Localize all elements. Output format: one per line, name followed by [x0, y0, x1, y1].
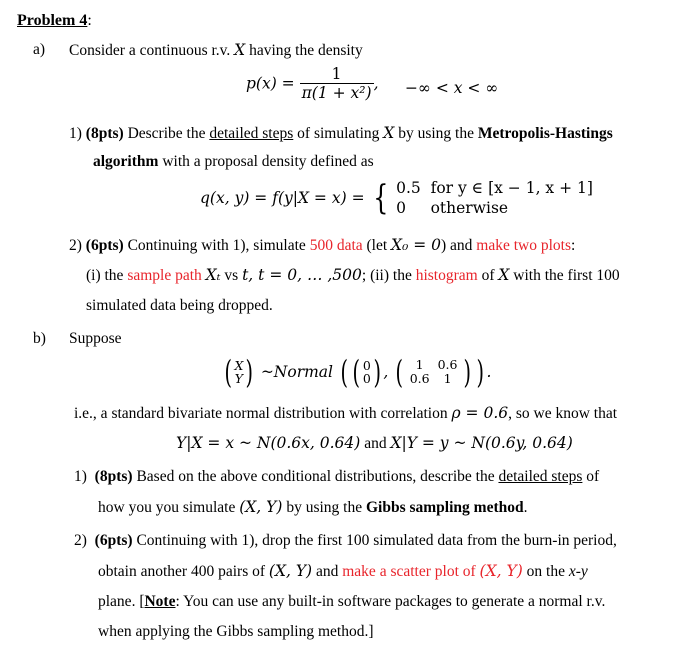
density-range: −∞ < x < ∞	[405, 79, 499, 97]
part-a-q2-line2: (i) the sample path Xₜ vs t, t = 0, … ,500; (ii) the histogram of X with the first 100	[86, 266, 620, 284]
part-a-q2-line3: simulated data being dropped.	[86, 297, 273, 314]
problem-title: Problem 4:	[17, 12, 92, 29]
part-b-suppose: Suppose	[69, 330, 122, 347]
mean-vector: 0 0	[362, 358, 371, 386]
conditional-distributions: Y|X = x ~ N(0.6x, 0.64) and X|Y = y ~ N(0.6y, 0.64)	[176, 434, 573, 452]
part-b-label: b)	[33, 330, 46, 347]
part-b-q2-line3: plane. [Note: You can use any built-in software packages to generate a normal r.v.	[98, 593, 606, 610]
part-b-q2-line2: obtain another 400 pairs of (X, Y) and make a scatter plot of (X, Y) on the x-y	[98, 562, 588, 580]
part-b-q2-line4: when applying the Gibbs sampling method.]	[98, 623, 374, 640]
part-b-ie: i.e., a standard bivariate normal distribution with correlation ρ = 0.6, so we know that	[74, 404, 618, 422]
part-b-q1-line2: how you you simulate (X, Y) by using the Gibbs sampling method.	[98, 498, 528, 516]
bivariate-normal: ( X Y ) ~Normal ( ( 0 0 ) , ( 1 0.6 0.6 1 ) ) .	[224, 353, 492, 391]
problem-title-text: Problem 4	[17, 12, 88, 29]
part-a-q1: 1) (8pts) Describe the detailed steps of simulating X by using the Metropolis-Hastings	[69, 124, 613, 142]
left-brace: {	[372, 178, 388, 218]
xy-vector: X Y	[234, 358, 244, 386]
cases-block: 0.5 for y ∈ [x − 1, x + 1] 0 otherwise	[396, 179, 593, 217]
part-a-q2: 2) (6pts) Continuing with 1), simulate 500 data (let X₀ = 0) and make two plots:	[69, 236, 576, 254]
covariance-matrix: 1 0.6 0.6 1	[409, 357, 458, 386]
density-formula: p(x) = $\frac{1}{\text{π(1 + x²)}}$ ,	[246, 65, 379, 102]
part-a-q1-line2: algorithm with a proposal density defined as	[93, 153, 374, 170]
part-a-intro: Consider a continuous r.v. X having the density	[69, 41, 363, 59]
proposal-density: q(x, y) = f(y|X = x) = { 0.5 for y ∈ [x − 1, x + 1] 0 otherwise	[200, 178, 593, 218]
density-fraction: $\frac{1}{\text{π(1 + x²)}}$	[301, 65, 372, 102]
part-b-q2: 2) (6pts) Continuing with 1), drop the first 100 simulated data from the burn-in period,	[74, 532, 617, 549]
part-a-label: a)	[33, 41, 46, 58]
part-b-q1: 1) (8pts) Based on the above conditional distributions, describe the detailed steps of	[74, 468, 600, 485]
